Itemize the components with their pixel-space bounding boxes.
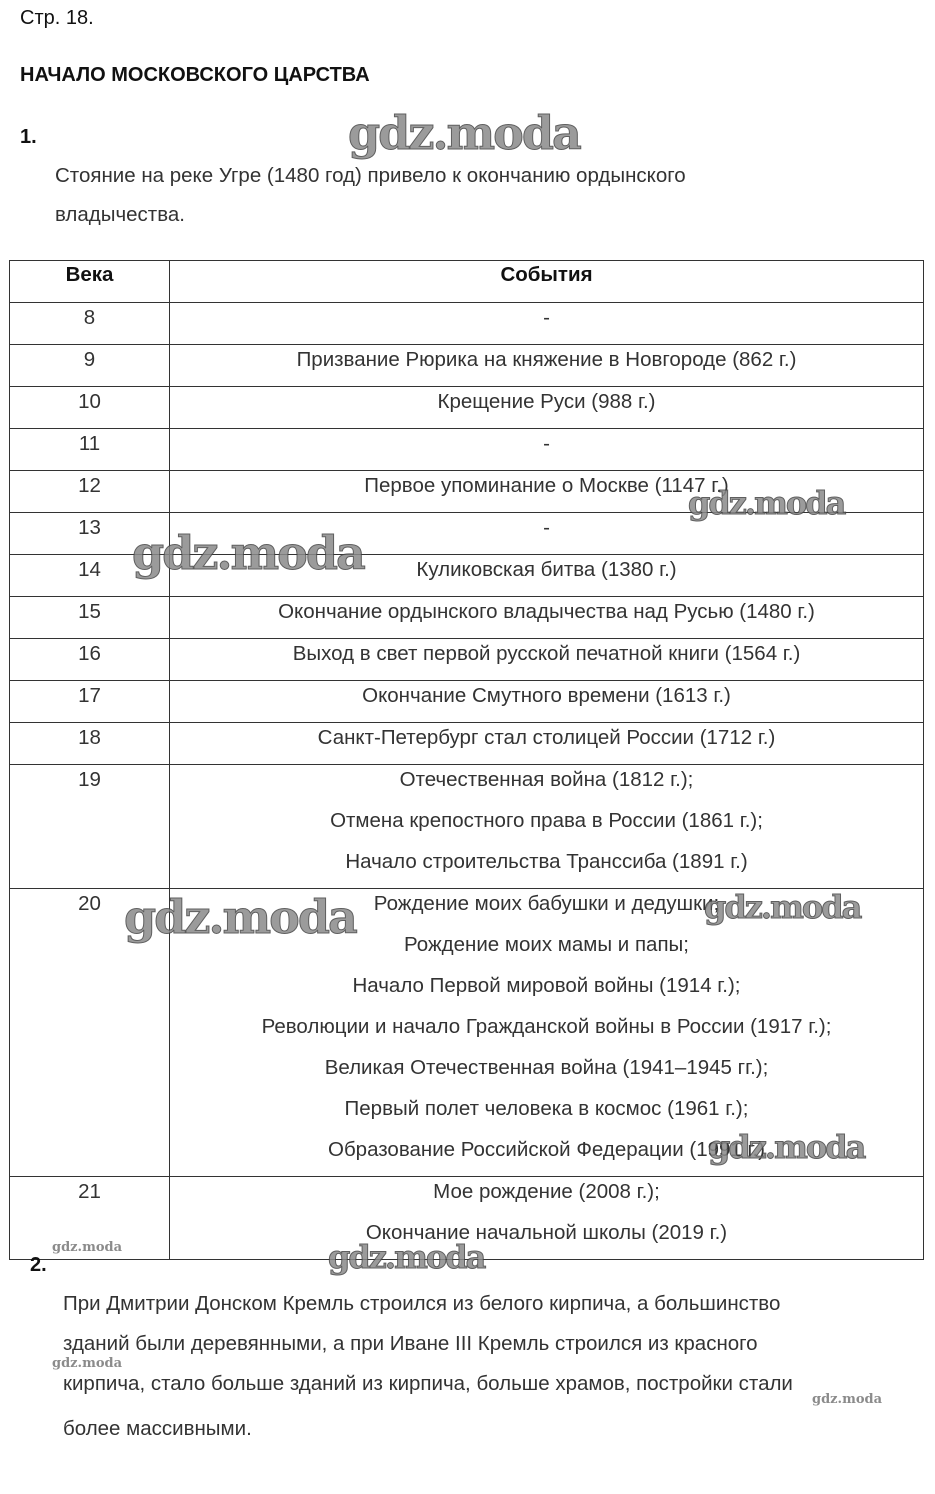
century-cell bbox=[10, 1177, 170, 1260]
answer-line: Стояние на реке Угре (1480 год) привело к окончанию ордынского bbox=[55, 164, 686, 187]
watermark: gdz.moda bbox=[812, 1392, 883, 1407]
page-title: НАЧАЛО МОСКОВСКОГО ЦАРСТВА bbox=[20, 64, 370, 86]
event-text: - bbox=[543, 516, 550, 539]
event-text: - bbox=[543, 306, 550, 329]
events-cell bbox=[170, 889, 924, 1177]
events-cell bbox=[170, 765, 924, 889]
table-row bbox=[10, 681, 924, 723]
event-text: - bbox=[543, 432, 550, 455]
century-cell bbox=[10, 723, 170, 765]
events-cell bbox=[170, 429, 924, 471]
page-label: Стр. 18. bbox=[20, 7, 94, 29]
century-cell bbox=[10, 429, 170, 471]
header-events: События bbox=[170, 261, 924, 303]
century-cell bbox=[10, 597, 170, 639]
watermark: gdz.moda bbox=[52, 1356, 123, 1371]
century-cell bbox=[10, 303, 170, 345]
watermark: gdz.moda bbox=[124, 890, 356, 944]
event-text: Рождение моих мамы и папы; bbox=[404, 933, 689, 956]
answer-line: При Дмитрии Донском Кремль строился из белого кирпича, а большинство bbox=[63, 1292, 781, 1315]
event-text: Начало строительства Транссиба (1891 г.) bbox=[345, 850, 748, 873]
century-value: 15 bbox=[78, 600, 101, 623]
event-text: Куликовская битва (1380 г.) bbox=[416, 558, 677, 581]
table-row bbox=[10, 597, 924, 639]
century-value: 13 bbox=[78, 516, 101, 539]
table-row bbox=[10, 1177, 924, 1260]
answer-line: зданий были деревянными, а при Иване III Кремль строился из красного bbox=[63, 1332, 758, 1355]
event-text: Отмена крепостного права в России (1861 г.); bbox=[330, 809, 763, 832]
century-cell bbox=[10, 681, 170, 723]
events-cell bbox=[170, 555, 924, 597]
event-text: Призвание Рюрика на княжение в Новгороде (862 г.) bbox=[296, 348, 797, 371]
table-row bbox=[10, 723, 924, 765]
event-text: Рождение моих бабушки и дедушки; bbox=[373, 892, 720, 915]
event-text: Первый полет человека в космос (1961 г.); bbox=[344, 1097, 749, 1120]
century-value: 9 bbox=[83, 348, 96, 371]
century-cell bbox=[10, 387, 170, 429]
events-cell bbox=[170, 1177, 924, 1260]
century-value: 14 bbox=[78, 558, 101, 581]
century-value: 10 bbox=[78, 390, 101, 413]
event-text: Крещение Руси (988 г.) bbox=[437, 390, 656, 413]
century-value: 19 bbox=[78, 768, 101, 791]
century-cell bbox=[10, 555, 170, 597]
century-value: 11 bbox=[78, 432, 101, 455]
event-text: Окончание начальной школы (2019 г.) bbox=[365, 1221, 728, 1244]
watermark: gdz.moda bbox=[348, 106, 580, 160]
table-header-row bbox=[10, 261, 924, 303]
century-value: 8 bbox=[83, 306, 96, 329]
event-text: Отечественная война (1812 г.); bbox=[399, 768, 694, 791]
century-value: 17 bbox=[78, 684, 101, 707]
event-text: Окончание ордынского владычества над Русью (1480 г.) bbox=[278, 600, 815, 623]
watermark: gdz.moda bbox=[708, 1128, 865, 1166]
task-2-answer bbox=[63, 1284, 793, 1449]
event-text: Санкт-Петербург стал столицей России (1712 г.) bbox=[317, 726, 776, 749]
event-text: Образование Российской Федерации (1991 г.) bbox=[328, 1138, 765, 1161]
task-1-answer bbox=[55, 156, 686, 234]
table-row bbox=[10, 387, 924, 429]
event-text: Революции и начало Гражданской войны в России (1917 г.); bbox=[261, 1015, 832, 1038]
event-text: Первое упоминание о Москве (1147 г.) bbox=[364, 474, 729, 497]
century-value: 16 bbox=[78, 642, 101, 665]
watermark: gdz.moda bbox=[688, 484, 845, 522]
event-text: Начало Первой мировой войны (1914 г.); bbox=[352, 974, 741, 997]
century-value: 12 bbox=[78, 474, 101, 497]
events-cell bbox=[170, 303, 924, 345]
event-text: Выход в свет первой русской печатной книги (1564 г.) bbox=[292, 642, 801, 665]
table-row bbox=[10, 345, 924, 387]
century-cell bbox=[10, 471, 170, 513]
watermark: gdz.moda bbox=[704, 888, 861, 926]
event-text: Великая Отечественная война (1941–1945 гг.); bbox=[324, 1056, 769, 1079]
events-cell bbox=[170, 471, 924, 513]
table-row bbox=[10, 639, 924, 681]
answer-line: более массивными. bbox=[63, 1417, 252, 1440]
century-cell bbox=[10, 639, 170, 681]
events-cell bbox=[170, 345, 924, 387]
century-value: 18 bbox=[78, 726, 101, 749]
watermark: gdz.moda bbox=[52, 1240, 123, 1255]
watermark: gdz.moda bbox=[132, 526, 364, 580]
task-1-number: 1. bbox=[20, 126, 37, 148]
table-row bbox=[10, 889, 924, 1177]
table-row bbox=[10, 471, 924, 513]
century-cell bbox=[10, 513, 170, 555]
answer-line: владычества. bbox=[55, 203, 185, 226]
events-cell bbox=[170, 639, 924, 681]
century-value: 21 bbox=[78, 1180, 101, 1203]
events-cell bbox=[170, 681, 924, 723]
answer-line: кирпича, стало больше зданий из кирпича, больше храмов, постройки стали bbox=[63, 1372, 793, 1395]
century-cell bbox=[10, 345, 170, 387]
events-cell bbox=[170, 723, 924, 765]
table-row bbox=[10, 555, 924, 597]
table-row bbox=[10, 765, 924, 889]
events-cell bbox=[170, 513, 924, 555]
centuries-events-table bbox=[9, 260, 924, 1260]
table-row bbox=[10, 303, 924, 345]
century-cell bbox=[10, 765, 170, 889]
events-cell bbox=[170, 387, 924, 429]
table-row bbox=[10, 429, 924, 471]
events-cell bbox=[170, 597, 924, 639]
event-text: Окончание Смутного времени (1613 г.) bbox=[362, 684, 731, 707]
task-2-number: 2. bbox=[30, 1254, 47, 1276]
century-cell bbox=[10, 889, 170, 1177]
watermark: gdz.moda bbox=[328, 1238, 485, 1276]
table-row bbox=[10, 513, 924, 555]
header-centuries: Века bbox=[10, 261, 170, 303]
century-value: 20 bbox=[78, 892, 101, 915]
event-text: Мое рождение (2008 г.); bbox=[433, 1180, 660, 1203]
